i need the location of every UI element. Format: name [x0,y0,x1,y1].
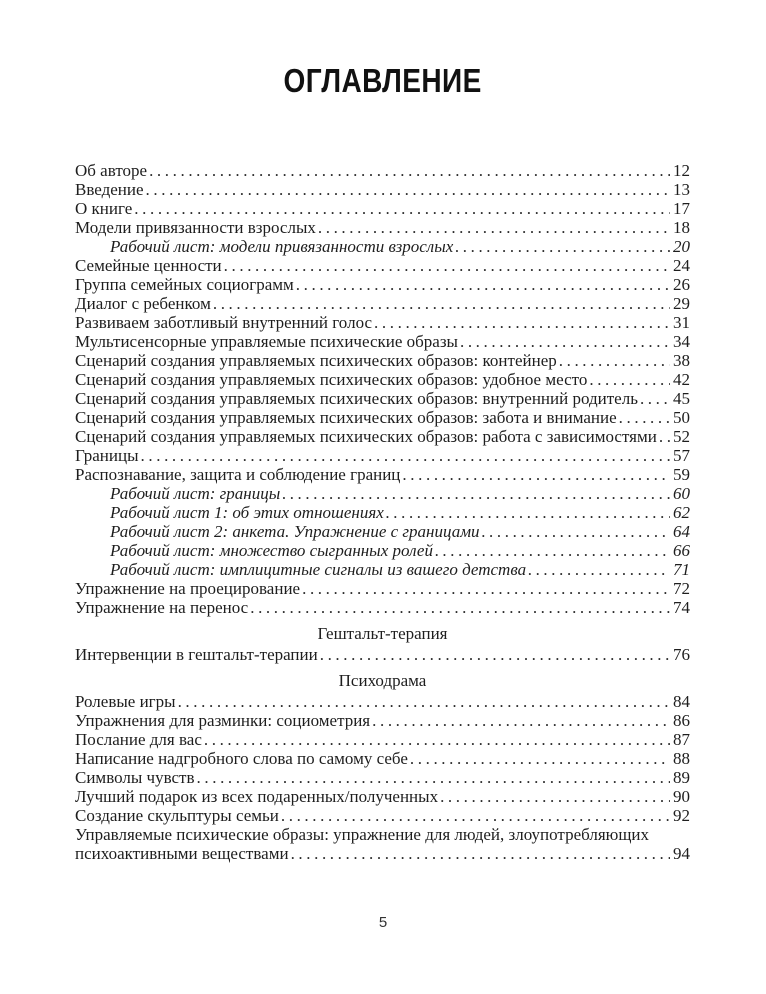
toc-entry-page: 60 [673,484,690,503]
toc-entry [75,730,690,749]
toc-entry-page: 74 [673,598,690,617]
toc-entry [75,332,690,351]
toc-entry [75,389,690,408]
toc-entry-title: Рабочий лист: имплицитные сигналы из вашего детства [110,560,527,579]
toc-entry [75,541,690,560]
toc-dot-leader [640,389,670,408]
toc-entry-page: 18 [673,218,690,237]
toc-entry [75,180,690,199]
toc-dot-leader [440,787,670,806]
toc-entry-page: 62 [673,503,690,522]
toc-dot-leader [435,541,670,560]
toc-dot-leader [197,768,670,787]
toc-entry-title: Границы [75,446,139,465]
toc-entry [75,768,690,787]
toc-entry-page: 71 [673,560,690,579]
toc-entry-page: 20 [673,237,690,256]
toc-entry [75,408,690,427]
toc-dot-leader [213,294,670,313]
toc-entry-title: Символы чувств [75,768,195,787]
toc-entry-title: Упражнения для разминки: социометрия [75,711,371,730]
toc-entry-page: 26 [673,275,690,294]
toc-dot-leader [146,180,670,199]
page-title: ОГЛАВЛЕНИЕ [283,62,483,99]
toc-entry-page: 72 [673,579,690,598]
toc-entry-title: Диалог с ребенком [75,294,211,313]
toc-dot-leader [460,332,670,351]
toc-section-header: Психодрама [338,671,427,690]
toc-dot-leader [559,351,670,370]
toc-entry-page: 24 [673,256,690,275]
toc-entry-page: 29 [673,294,690,313]
toc-entry-page: 17 [673,199,690,218]
toc-entry-title: Сценарий создания управляемых психических образов: забота и внимание [75,408,617,427]
toc-entry-title: Управляемые психические образы: упражнение для людей, злоупотребляющих [75,825,650,844]
toc-dot-leader [281,806,670,825]
toc-entry-title: Ролевые игры [75,692,176,711]
toc-entry-page: 38 [673,351,690,370]
toc-entry-title: Сценарий создания управляемых психических образов: работа с зависимостями [75,427,657,446]
toc-entry [75,275,690,294]
toc-entry-title: Написание надгробного слова по самому себе [75,749,408,768]
toc-entry [75,806,690,825]
toc-entry-page: 45 [673,389,690,408]
toc-entry-page: 59 [673,465,690,484]
toc-entry-page: 87 [673,730,690,749]
toc-dot-leader [528,560,670,579]
toc-dot-leader [291,844,670,863]
toc-entry [75,598,690,617]
toc-entry [75,465,690,484]
toc-entry-page: 57 [673,446,690,465]
toc-entry-line1 [75,825,690,844]
toc-entry-title: Упражнение на перенос [75,598,249,617]
toc-entry-page: 76 [673,645,690,664]
toc-entry-page: 34 [673,332,690,351]
toc-dot-leader [659,427,670,446]
toc-entry [75,645,690,664]
toc-entry-title: Мультисенсорные управляемые психические образы [75,332,458,351]
toc-dot-leader [386,503,670,522]
toc-entry-title: Об авторе [75,161,148,180]
toc-entry [75,256,690,275]
toc-entry [75,579,690,598]
toc-entry [75,749,690,768]
toc-dot-leader [302,579,670,598]
toc-entry-page: 52 [673,427,690,446]
toc-entry-title: Группа семейных социограмм [75,275,294,294]
toc-entry [75,294,690,313]
toc-dot-leader [149,161,670,180]
toc-entry-title: Создание скульптуры семьи [75,806,279,825]
toc-entry-title: Рабочий лист 2: анкета. Упражнение с границами [110,522,480,541]
toc-entry-title: Интервенции в гештальт-терапии [75,645,318,664]
toc-dot-leader [224,256,670,275]
toc-entry-title: Послание для вас [75,730,202,749]
toc-entry-title: Сценарий создания управляемых психических образов: внутренний родитель [75,389,638,408]
toc-dot-leader [204,730,670,749]
toc-entry [75,446,690,465]
toc-dot-leader [402,465,670,484]
toc-entry [75,427,690,446]
toc-entry-title: Развиваем заботливый внутренний голос [75,313,373,332]
toc-entry [75,484,690,503]
toc-entry-title: Рабочий лист: множество сыгранных ролей [110,541,433,560]
toc-entry-title: Семейные ценности [75,256,222,275]
toc-entry-page: 90 [673,787,690,806]
toc-entry-title: Рабочий лист: модели привязанности взрослых [110,237,454,256]
toc-entry-page: 50 [673,408,690,427]
toc-entry-page: 92 [673,806,690,825]
toc-entry-title: Упражнение на проецирование [75,579,301,598]
toc-entry-page: 31 [673,313,690,332]
toc-dot-leader [619,408,670,427]
toc-entry [75,787,690,806]
toc-entry-title: О книге [75,199,133,218]
toc-entry [75,199,690,218]
toc-entry-title: Введение [75,180,144,199]
toc-list [75,161,690,863]
toc-entry [75,711,690,730]
toc-entry [75,237,690,256]
toc-dot-leader [374,313,670,332]
toc-dot-leader [134,199,670,218]
toc-entry-page: 94 [673,844,690,863]
toc-entry [75,522,690,541]
folio-page-number: 5 [378,914,388,931]
toc-section-header: Гештальт-терапия [317,624,448,643]
toc-entry-title: Сценарий создания управляемых психических образов: удобное место [75,370,588,389]
toc-entry-page: 42 [673,370,690,389]
toc-entry [75,218,690,237]
toc-dot-leader [372,711,670,730]
toc-entry-title: Модели привязанности взрослых [75,218,316,237]
toc-entry-title: Лучший подарок из всех подаренных/полученных [75,787,439,806]
toc-dot-leader [141,446,670,465]
toc-dot-leader [178,692,670,711]
toc-entry-title: Рабочий лист: границы [110,484,281,503]
toc-entry [75,844,690,863]
toc-dot-leader [320,645,670,664]
toc-dot-leader [410,749,670,768]
toc-entry-page: 88 [673,749,690,768]
toc-entry [75,313,690,332]
toc-entry-page: 66 [673,541,690,560]
toc-dot-leader [282,484,670,503]
toc-dot-leader [589,370,670,389]
toc-entry [75,370,690,389]
toc-dot-leader [318,218,670,237]
toc-dot-leader [482,522,670,541]
toc-entry-page: 89 [673,768,690,787]
toc-entry [75,503,690,522]
toc-entry-title: Распознавание, защита и соблюдение границ [75,465,401,484]
toc-entry-page: 13 [673,180,690,199]
toc-dot-leader [250,598,670,617]
toc-entry [75,161,690,180]
toc-entry [75,692,690,711]
toc-entry [75,560,690,579]
toc-entry [75,351,690,370]
toc-entry-title: Сценарий создания управляемых психических образов: контейнер [75,351,557,370]
toc-entry-title: Рабочий лист 1: об этих отношениях [110,503,384,522]
title-wrap [0,0,766,97]
toc-dot-leader [455,237,670,256]
toc-entry-page: 64 [673,522,690,541]
toc-entry-page: 86 [673,711,690,730]
toc-entry-page: 84 [673,692,690,711]
toc-entry-title: психоактивными веществами [75,844,289,863]
toc-dot-leader [296,275,670,294]
toc-entry-page: 12 [673,161,690,180]
